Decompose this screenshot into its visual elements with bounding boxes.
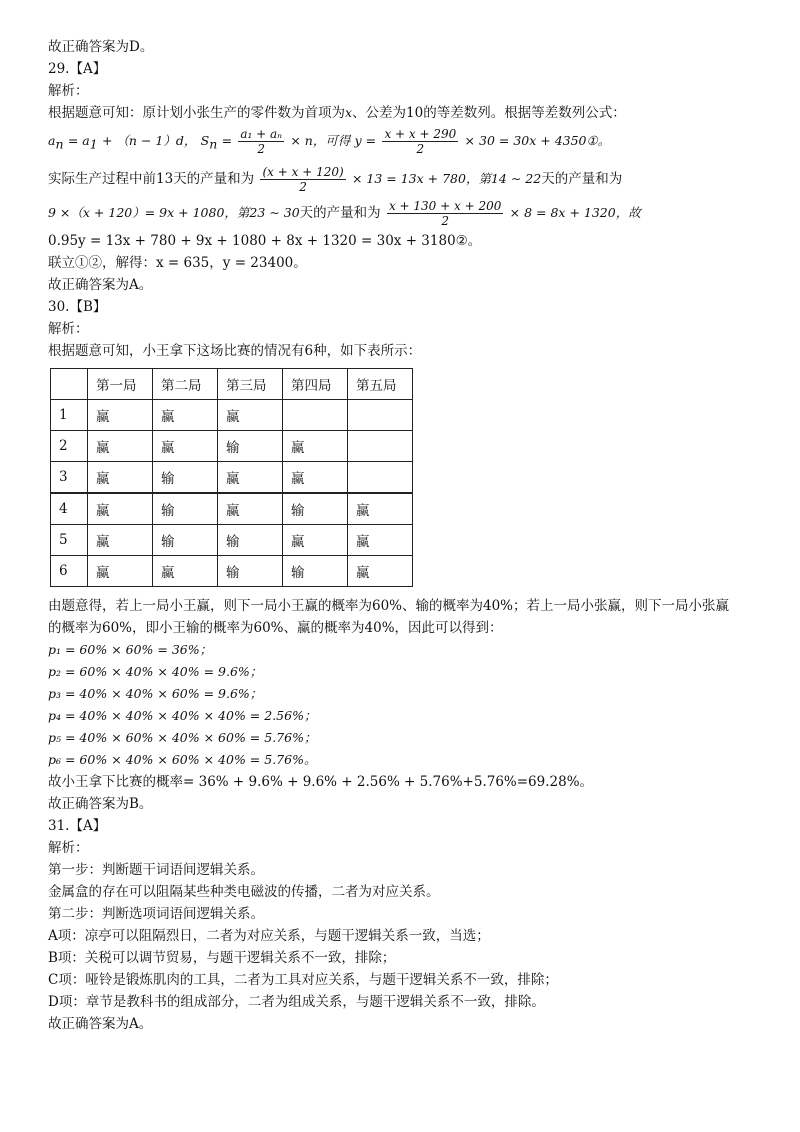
- table-header: 第二局: [153, 368, 218, 399]
- probability-p3: p₃ = 40% × 40% × 60% = 9.6%；: [48, 685, 263, 701]
- analysis-label-29: 解析：: [48, 83, 89, 99]
- answer-line-28: 故正确答案为D。: [48, 39, 154, 55]
- probability-p6: p₆ = 60% × 40% × 60% × 40% = 5.76%。: [48, 751, 317, 767]
- table-header: 第四局: [283, 368, 348, 399]
- q29-formula-line: $a_n = a_1 + (n - 1)d$， $S_n$ = $\frac{\text{a₁ + aₙ}}{2}$ × n，可得 y = $\frac{x + x + 290}{2}$ × 30 = 30x + 4350①。: [48, 127, 611, 156]
- fraction-days-23-30: $\frac{x + 130 + x + 200}{2}$: [388, 198, 502, 228]
- table-row: 6 赢 赢 输 输 赢: [51, 555, 413, 586]
- q29-solution: 联立①②，解得：x = 635，y = 23400。: [48, 254, 307, 271]
- q29-equation-2: 0.95y = 13x + 780 + 9x + 1080 + 8x + 1320 = 30x + 3180②。: [48, 232, 482, 249]
- table-row: 3 赢 输 赢 赢: [51, 461, 413, 493]
- q31-step-1-detail: 金属盒的存在可以阻隔某些种类电磁波的传播，二者为对应关系。: [48, 883, 440, 900]
- q31-option-b: B项：关税可以调节贸易，与题干逻辑关系不一致，排除；: [48, 949, 396, 966]
- table-header: 第一局: [88, 368, 153, 399]
- q29-paragraph-3: 9 ×（x + 120）= 9x + 1080，第23 ∼ 30天的产量和为 $\frac{x + 130 + x + 200}{2}$ × 8 = 8x + 1320，故: [48, 198, 641, 228]
- table-row: 5 赢 输 输 赢 赢: [51, 524, 413, 555]
- q30-paragraph-2: 由题意得，若上一局小王赢，则下一局小王赢的概率为60%、输的概率为40%；若上一局小张赢，则下一局小张赢: [48, 597, 730, 614]
- var-x: x: [345, 105, 353, 120]
- table-header: 第三局: [218, 368, 283, 399]
- table-row: 1 赢 赢 赢: [51, 399, 413, 430]
- q29-paragraph-1: 根据题意可知：原计划小张生产的零件数为首项为x、公差为10的等差数列。根据等差数列公式：: [48, 105, 626, 121]
- table-row: 4 赢 输 赢 输 赢: [51, 493, 413, 525]
- answer-line-31: 故正确答案为A。: [48, 1015, 153, 1032]
- q30-paragraph-3: 的概率为60%，即小王输的概率为60%、赢的概率为40%，因此可以得到：: [48, 619, 503, 636]
- q31-step-2: 第二步：判断选项词语间逻辑关系。: [48, 905, 264, 922]
- fraction-y: $\frac{x + x + 290}{2}$: [384, 127, 457, 156]
- q29-paragraph-2: 实际生产过程中前13天的产量和为 $\frac{(x + x + 120)}{2}$ × 13 = 13x + 780，第14 ∼ 22天的产量和为: [48, 164, 623, 194]
- fraction-first-13-days: $\frac{(x + x + 120)}{2}$: [262, 164, 344, 194]
- probability-p4: p₄ = 40% × 40% × 40% × 40% = 2.56%；: [48, 707, 317, 723]
- analysis-label-31: 解析：: [48, 839, 89, 856]
- q30-total-probability: 故小王拿下比赛的概率= 36% + 9.6% + 9.6% + 2.56% + 5.76%+5.76%=69.28%。: [48, 773, 594, 790]
- probability-p1: p₁ = 60% × 60% = 36%；: [48, 641, 213, 657]
- analysis-label-30: 解析：: [48, 320, 89, 337]
- question-29-header: 29.【A】: [48, 61, 107, 77]
- answer-line-30: 故正确答案为B。: [48, 795, 153, 812]
- document-page: [48, 36, 768, 1035]
- probability-p2: p₂ = 60% × 40% × 40% = 9.6%；: [48, 663, 263, 679]
- probability-p5: p₅ = 40% × 60% × 40% × 60% = 5.76%；: [48, 729, 317, 745]
- question-30-header: 30.【B】: [48, 298, 107, 315]
- q31-option-d: D项：章节是教科书的组成部分，二者为组成关系，与题干逻辑关系不一致，排除。: [48, 993, 545, 1010]
- table-header-row: [51, 368, 413, 399]
- q31-option-c: C项：哑铃是锻炼肌肉的工具，二者为工具对应关系，与题干逻辑关系不一致，排除；: [48, 971, 558, 988]
- q31-step-1: 第一步：判断题干词语间逻辑关系。: [48, 861, 264, 878]
- fraction-sn: $\frac{\text{a₁ + aₙ}}{2}$: [240, 127, 283, 156]
- match-outcomes-table: [50, 368, 413, 587]
- table-header: 第五局: [348, 368, 413, 399]
- q30-paragraph-1: 根据题意可知，小王拿下这场比赛的情况有6种，如下表所示：: [48, 342, 422, 359]
- table-row: 2 赢 赢 输 赢: [51, 430, 413, 461]
- question-31-header: 31.【A】: [48, 817, 107, 834]
- answer-line-29: 故正确答案为A。: [48, 276, 153, 293]
- q31-option-a: A项：凉亭可以阻隔烈日，二者为对应关系，与题干逻辑关系一致，当选；: [48, 927, 490, 944]
